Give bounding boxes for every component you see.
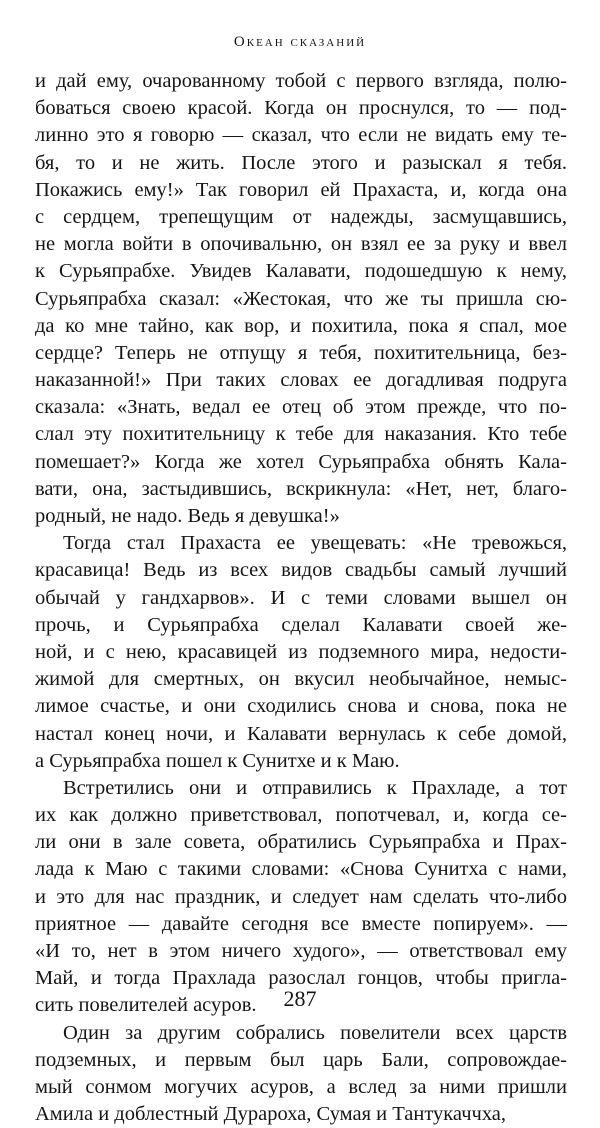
text-line: их как должно приветствовал, попотчевал, и, когда се- bbox=[35, 804, 567, 827]
text-line: «И то, нет в этом ничего худого», — ответствовал ему bbox=[35, 940, 567, 962]
paragraph bbox=[35, 1020, 567, 1128]
text-line: лада к Маю с такими словами: «Снова Сунитха с нами, bbox=[35, 858, 567, 881]
text-line: Один за другим собрались повелители всех царств bbox=[63, 1021, 567, 1044]
text-line: жимой для смертных, он вкусил необычайное, немыс- bbox=[35, 668, 567, 691]
text-line: и это для нас праздник, и следует нам сделать что-либо bbox=[35, 885, 567, 908]
page-number: 287 bbox=[283, 986, 317, 1011]
text-line: Покажись ему!» Так говорил ей Прахаста, и, когда она bbox=[35, 178, 567, 201]
text-line: линно это я говорю — сказал, что если не видать ему те- bbox=[35, 124, 567, 147]
text-line: сказала: «Знать, ведал ее отец об этом прежде, что по- bbox=[35, 396, 567, 419]
paragraph bbox=[35, 68, 567, 530]
text-line: Встретились они и отправились к Прахладе, а тот bbox=[63, 776, 567, 799]
text-line: бя, то и не жить. После этого и разыскал я тебя. bbox=[35, 151, 567, 174]
text-line: боваться своею красой. Когда он проснулся, то — под- bbox=[35, 97, 567, 120]
text-line: родный, не надо. Ведь я девушка!» bbox=[35, 505, 340, 527]
text-line: наказанной!» При таких словах ее догадливая подруга bbox=[35, 369, 567, 392]
text-line: обычай у гандхарвов». И с теми словами вышел он bbox=[35, 586, 567, 609]
text-line: мый сонмом могучих асуров, а вслед за ними пришли bbox=[35, 1075, 567, 1098]
text-line: прочь, и Сурьяпрабха сделал Калавати своей же- bbox=[35, 613, 567, 636]
text-line: настал конец ночи, и Калавати вернулась к себе домой, bbox=[35, 722, 567, 745]
paragraph bbox=[35, 775, 567, 1020]
text-line: слал эту похитительницу к тебе для наказания. Кто тебе bbox=[35, 423, 567, 446]
text-line: не могла войти в опочивальню, он взял ее за руку и ввел bbox=[35, 233, 567, 256]
body-text bbox=[35, 68, 567, 1128]
text-line: Май, и тогда Прахлада разослал гонцов, чтобы пригла- bbox=[35, 967, 567, 990]
text-line: а Сурьяпрабха пошел к Сунитхе и к Маю. bbox=[35, 749, 400, 772]
text-line: к Сурьяпрабхе. Увидев Калавати, подошедшую к нему, bbox=[35, 260, 567, 283]
text-line: красавица! Ведь из всех видов свадьбы самый лучший bbox=[35, 559, 567, 582]
text-line: помешает?» Когда же хотел Сурьяпрабха обнять Кала- bbox=[35, 450, 567, 473]
text-line: подземных, и первым был царь Бали, сопровождае- bbox=[35, 1048, 567, 1071]
text-line: приятное — давайте сегодня все вместе попируем». — bbox=[35, 912, 567, 935]
text-line: сить повелителей асуров. bbox=[35, 994, 257, 1017]
text-line: Тогда стал Прахаста ее увещевать: «Не тревожься, bbox=[63, 532, 567, 555]
text-line: с сердцем, трепещущим от надежды, засмущавшись, bbox=[35, 205, 567, 228]
text-line: вати, она, застыдившись, вскрикнула: «Нет, нет, благо- bbox=[35, 477, 567, 500]
text-line: Амила и доблестный Дурароха, Сумая и Тантукаччха, bbox=[35, 1103, 507, 1126]
text-line: ной, и с нею, красавицей из подземного мира, недости- bbox=[35, 640, 567, 663]
running-title: Океан сказаний bbox=[233, 34, 367, 50]
text-line: да ко мне тайно, как вор, и похитила, пока я спал, мое bbox=[35, 314, 567, 337]
text-line: Сурьяпрабха сказал: «Жестокая, что же ты пришла сю- bbox=[35, 287, 567, 310]
paragraph bbox=[35, 530, 567, 775]
text-line: лимое счастье, и они сходились снова и снова, пока не bbox=[35, 695, 567, 718]
text-line: ли они в зале совета, обратились Сурьяпрабха и Прах- bbox=[35, 831, 567, 854]
text-line: сердце? Теперь не отпущу я тебя, похитительница, без- bbox=[35, 341, 567, 364]
text-line: и дай ему, очарованному тобой с первого взгляда, полю- bbox=[35, 70, 567, 92]
